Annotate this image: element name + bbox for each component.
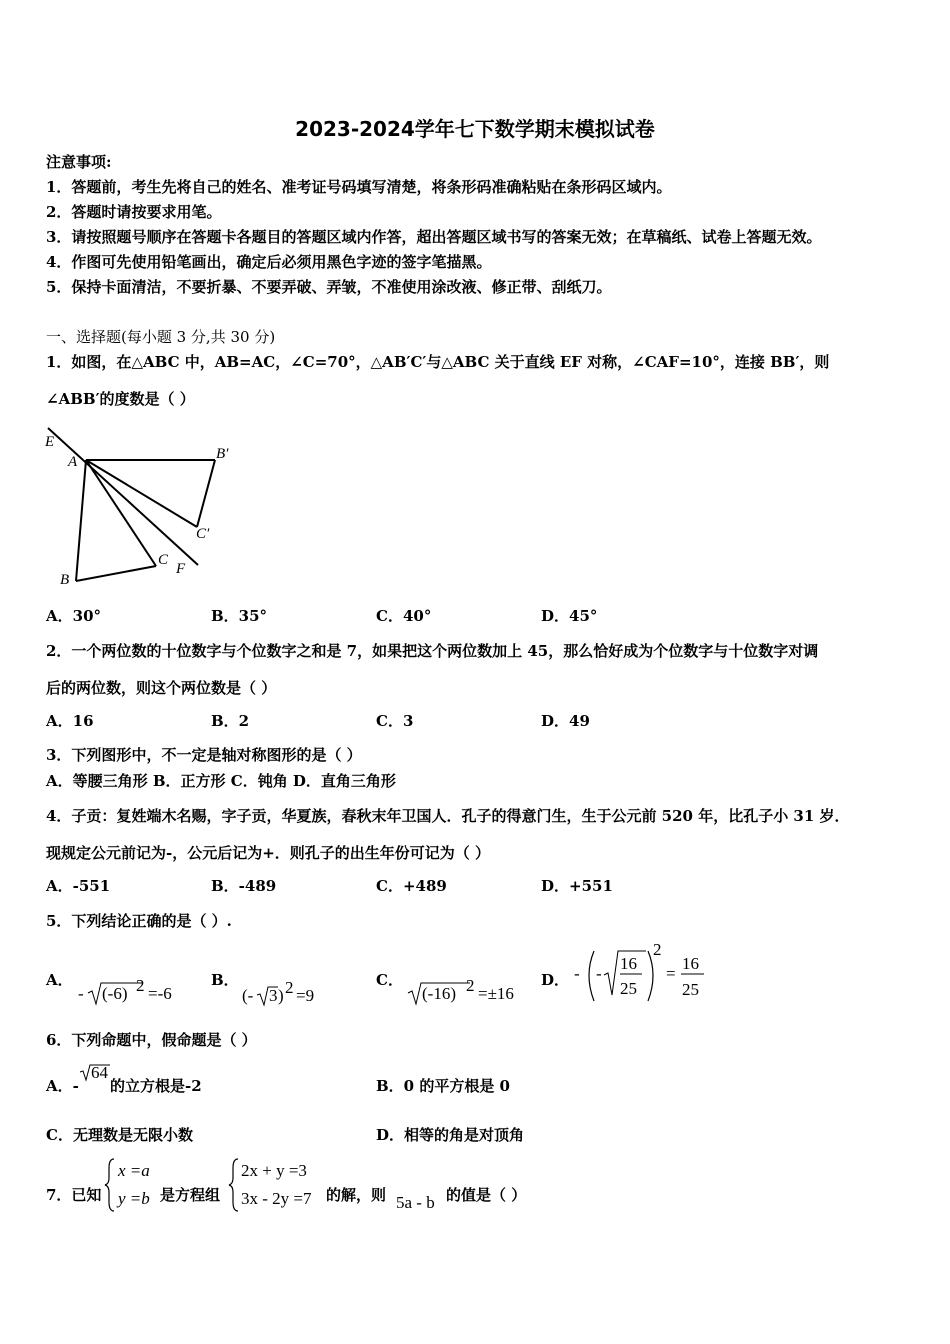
q5-a-exp: 2: [136, 976, 145, 995]
q5-d-numerator: 16: [620, 954, 637, 973]
q1-line1: 1．如图，在△ABC 中，AB=AC，∠C=70°，△AB′C′与△ABC 关于直线 EF 对称，∠CAF=10°，连接 BB′，则: [46, 353, 830, 371]
q5-b-radicand: 3: [269, 986, 278, 1005]
notice-item-2: 2．答题时请按要求用笔。: [46, 203, 222, 221]
q7-sys2-eq2: 3x - 2y =7: [241, 1189, 312, 1208]
q6-option-c: C．无理数是无限小数: [46, 1126, 193, 1144]
q5-expr-a: [74, 978, 194, 1008]
q5-a-rhs: =-6: [148, 984, 172, 1003]
q5-a-pre: -: [78, 984, 84, 1003]
q6-option-a-label: A．-: [46, 1077, 79, 1095]
q4-option-b: B．-489: [211, 877, 277, 895]
section-heading: 一、选择题(每小题 3 分,共 30 分): [46, 328, 276, 346]
q3-options: A．等腰三角形 B．正方形 C．钝角 D．直角三角形: [46, 772, 396, 790]
q7-system-1: [104, 1156, 162, 1214]
q5-expr-d: [570, 940, 720, 1007]
notice-item-1: 1．答题前，考生先将自己的姓名、准考证号码填写清楚，将条形码准确粘贴在条形码区域内。: [46, 178, 672, 196]
q4-option-d: D．+551: [541, 877, 613, 895]
q5-d-pre: -: [574, 964, 580, 983]
segment-ac2: [86, 460, 197, 527]
q7-end: 的值是（ ）: [446, 1186, 527, 1204]
q5-d-eq: =: [666, 964, 676, 983]
q5-expr-c: [406, 978, 546, 1008]
q2-option-d: D．49: [541, 712, 590, 730]
label-a: A: [68, 454, 78, 470]
q7-prefix: 7．已知: [46, 1186, 102, 1204]
q7-post: 的解，则: [326, 1186, 387, 1204]
q5-d-rhs-denominator: 25: [682, 980, 699, 999]
q3-line1: 3．下列图形中，不一定是轴对称图形的是（ ）: [46, 746, 362, 764]
q7-system-2: [228, 1156, 330, 1214]
label-b-prime: B′: [216, 446, 229, 462]
q5-a-radicand: (-6): [102, 984, 128, 1003]
page-title: 2023-2024学年七下数学期末模拟试卷: [295, 117, 655, 141]
notice-item-3: 3．请按照题号顺序在答题卡各题目的答题区域内作答，超出答题区域书写的答案无效；在草稿纸、试卷上答题无效。: [46, 228, 822, 246]
q5-d-exp: 2: [653, 940, 662, 959]
q5-b-post: ): [278, 986, 284, 1005]
q1-geometry-figure: [40, 420, 240, 600]
q5-b-rhs: =9: [296, 986, 315, 1005]
q5-d-inner-pre: -: [596, 964, 602, 983]
q5-c-radicand: (-16): [422, 984, 456, 1003]
q5-d-denominator: 25: [620, 979, 637, 998]
q6-option-a-text: 的立方根是-2: [110, 1077, 202, 1095]
segment-b2c2: [197, 460, 215, 527]
notice-item-5: 5．保持卡面清洁，不要折暴、不要弄破、弄皱，不准使用涂改液、修正带、刮纸刀。: [46, 278, 612, 296]
q4-option-a: A．-551: [46, 877, 111, 895]
label-b: B: [60, 572, 70, 588]
q2-option-c: C．3: [376, 712, 414, 730]
q5-c-rhs: =±16: [478, 984, 514, 1003]
q1-option-a: A．30°: [46, 607, 102, 625]
q5-label-a: A．: [46, 971, 73, 989]
q5-expr-b: [240, 980, 340, 1010]
label-c: C: [158, 552, 169, 568]
notice-item-4: 4．作图可先使用铅笔画出，确定后必须用黑色字迹的签字笔描黑。: [46, 253, 492, 271]
q2-line2: 后的两位数，则这个两位数是（ ）: [46, 679, 277, 697]
q1-option-d: D．45°: [541, 607, 598, 625]
q6-cube-root: [78, 1062, 112, 1084]
label-c-prime: C′: [196, 526, 210, 542]
q1-option-b: B．35°: [211, 607, 268, 625]
q1-line2: ∠ABB′的度数是（ ）: [46, 390, 195, 408]
q5-label-c: C．: [376, 971, 403, 989]
q6-line1: 6．下列命题中，假命题是（ ）: [46, 1031, 257, 1049]
q2-line1: 2．一个两位数的十位数字与个位数字之和是 7，如果把这个两位数加上 45，那么恰好成为个位数字与十位数字对调: [46, 642, 819, 660]
line-ef: [48, 428, 198, 565]
q5-line1: 5．下列结论正确的是（ ）.: [46, 912, 232, 930]
q6-a-radicand: 64: [91, 1063, 108, 1082]
q4-line1: 4．子贡：复姓端木名赐，字子贡，华夏族，春秋末年卫国人．孔子的得意门生，生于公元前 520 年，比孔子小 31 岁．: [46, 807, 850, 825]
q5-label-b: B．: [211, 971, 239, 989]
q7-expr-text: 5a - b: [396, 1193, 435, 1212]
q5-label-d: D．: [541, 971, 570, 989]
q5-d-rhs-numerator: 16: [682, 954, 699, 973]
q5-b-exp: 2: [285, 978, 294, 997]
segment-ac: [86, 460, 156, 566]
q6-option-d: D．相等的角是对顶角: [376, 1126, 525, 1144]
segment-ab: [76, 460, 86, 581]
q6-option-b: B．0 的平方根是 0: [376, 1077, 510, 1095]
q2-option-a: A．16: [46, 712, 94, 730]
q1-option-c: C．40°: [376, 607, 432, 625]
segment-bc: [76, 566, 156, 581]
q4-line2: 现规定公元前记为-，公元后记为+．则孔子的出生年份可记为（ ）: [46, 844, 491, 862]
q7-sys1-eq2: y =b: [118, 1189, 150, 1208]
q2-option-b: B．2: [211, 712, 250, 730]
notice-heading: 注意事项:: [46, 153, 112, 171]
label-f: F: [176, 561, 186, 577]
q5-c-exp: 2: [466, 976, 475, 995]
label-e: E: [45, 434, 55, 450]
q7-sys1-eq1: x =a: [118, 1161, 150, 1180]
q7-sys2-eq1: 2x + y =3: [241, 1161, 307, 1180]
q5-b-pre: (-: [242, 986, 254, 1005]
q4-option-c: C．+489: [376, 877, 447, 895]
q7-expression: [394, 1188, 446, 1214]
q7-middle: 是方程组: [160, 1186, 221, 1204]
